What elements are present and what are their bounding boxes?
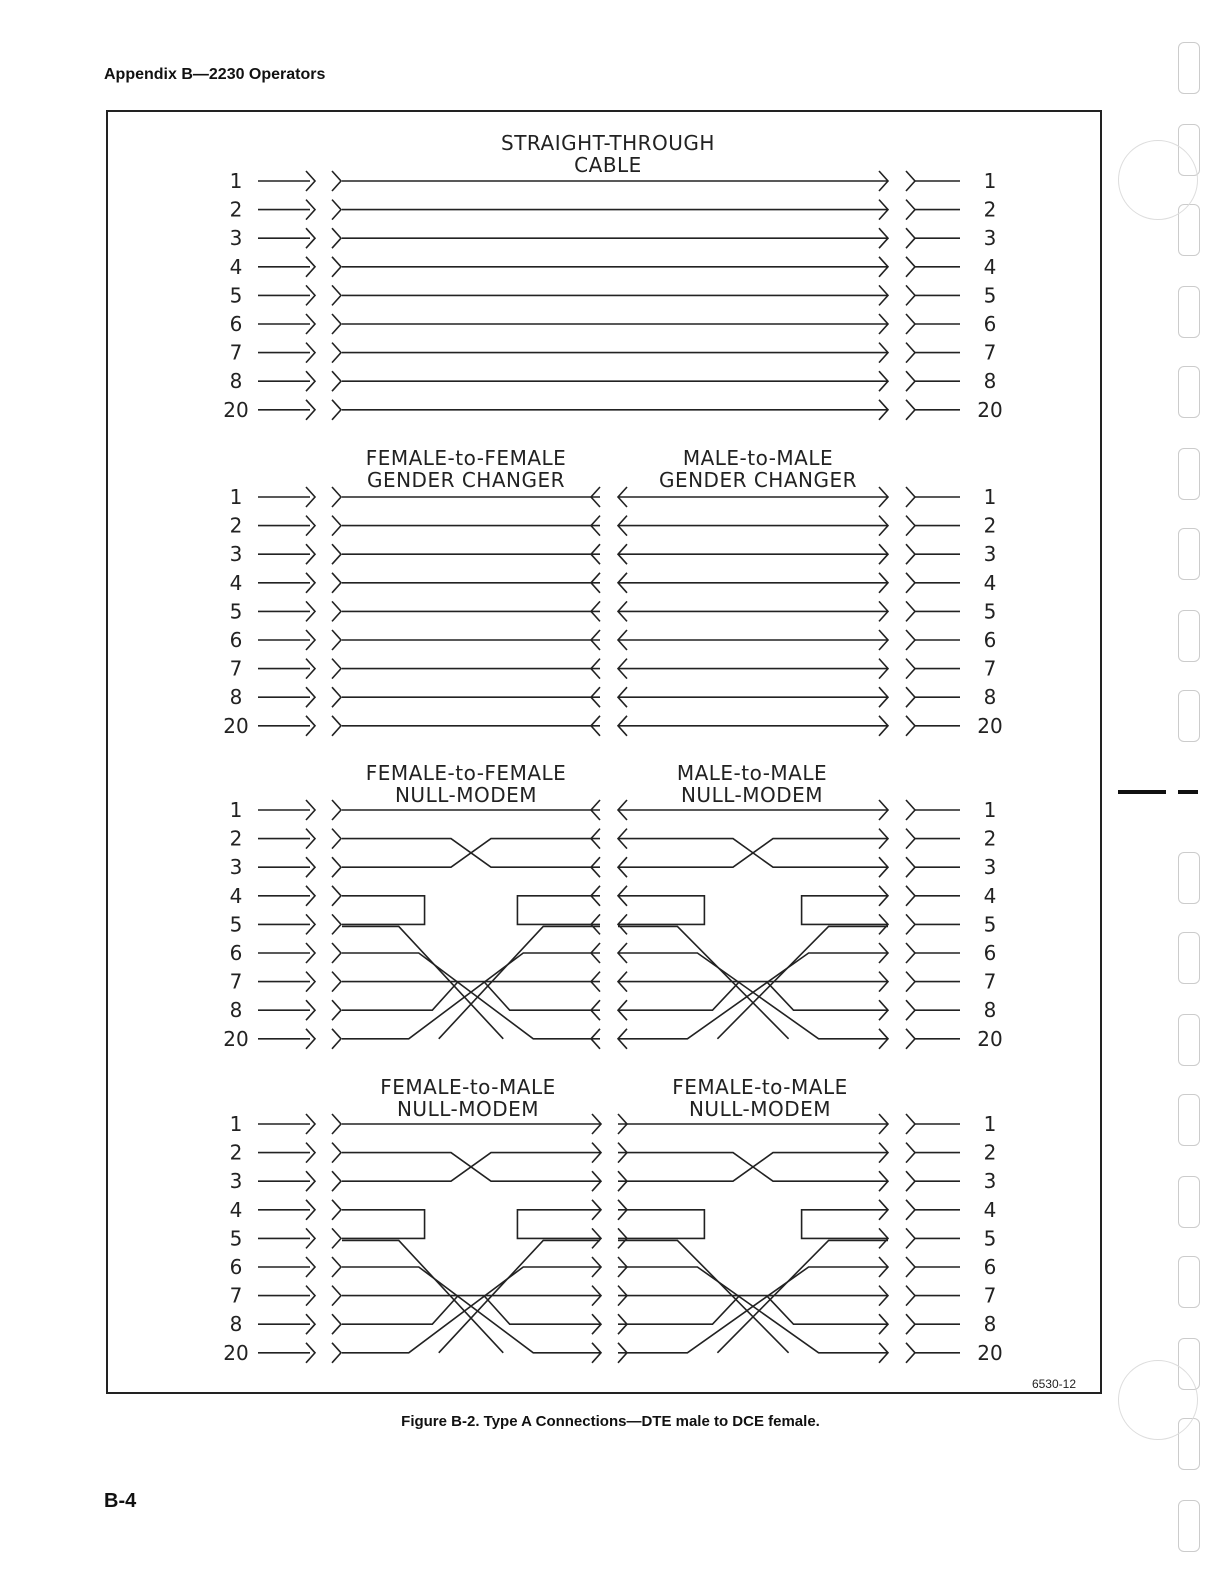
- pin-label-left: 1: [229, 798, 243, 822]
- null-wire-cross: [342, 926, 503, 1038]
- pin-labels-group: [223, 169, 1002, 1365]
- null-wire-cross: [439, 1240, 600, 1352]
- null-wire-cross: [342, 1267, 600, 1353]
- right-connector-chevron: [906, 228, 915, 248]
- left-connector-chevron: [332, 716, 341, 736]
- section-2-left-title-line-2: GENDER CHANGER: [366, 468, 566, 492]
- pin-label-left: 3: [229, 542, 243, 567]
- pin-label-right: 3: [983, 855, 997, 880]
- null-wire-cross: [439, 926, 600, 1038]
- pin-label-left: 6: [229, 312, 243, 336]
- pin-label-left: 6: [229, 628, 243, 652]
- pin-label-left: 1: [229, 485, 243, 509]
- null-wire-cross: [618, 1240, 789, 1352]
- right-connector-chevron: [906, 659, 915, 679]
- binder-mark: [1118, 790, 1166, 794]
- right-connector-chevron: [906, 371, 915, 391]
- left-connector-chevron: [332, 1200, 341, 1220]
- binder-tab: [1178, 1094, 1200, 1146]
- punch-hole: [1118, 140, 1198, 220]
- section-3-left-title-line-2: NULL-MODEM: [394, 783, 538, 807]
- right-connector-chevron: [906, 1000, 915, 1020]
- section-4-titles: [380, 1075, 847, 1121]
- pin-label-right: 8: [983, 369, 997, 394]
- left-connector-chevron: [332, 544, 341, 564]
- pin-label-left: 1: [229, 169, 243, 193]
- right-connector-chevron: [906, 400, 915, 420]
- pin-label-right: 4: [983, 883, 997, 908]
- left-connector-chevron: [332, 1143, 341, 1163]
- pin-label-left: 6: [229, 1255, 243, 1279]
- pin-label-left: 20: [223, 397, 249, 422]
- section-1-title: [501, 131, 715, 177]
- null-wire-cross: [484, 982, 600, 1011]
- pin-label-left: 7: [229, 340, 243, 365]
- left-connector-chevron: [332, 400, 341, 420]
- null-wire-loop: [618, 1210, 704, 1239]
- null-wire-cross: [342, 1153, 600, 1182]
- null-wire-cross: [618, 953, 888, 1039]
- left-connector-chevron: [332, 800, 341, 820]
- pin-label-right: 5: [983, 1226, 997, 1251]
- null-wire-cross: [342, 953, 600, 1039]
- binder-tab: [1178, 690, 1200, 742]
- pin-label-left: 3: [229, 1169, 243, 1194]
- binder-mark: [1178, 790, 1198, 794]
- left-connector-chevron: [332, 972, 341, 992]
- pin-label-left: 5: [229, 283, 243, 308]
- pin-label-left: 2: [229, 826, 243, 851]
- pin-label-right: 7: [983, 340, 997, 365]
- binder-tab: [1178, 42, 1200, 94]
- pin-label-left: 5: [229, 912, 243, 937]
- pin-label-right: 2: [983, 826, 997, 851]
- binder-tab: [1178, 286, 1200, 338]
- binder-tab: [1178, 448, 1200, 500]
- pin-label-right: 6: [983, 312, 997, 336]
- null-wire-cross: [767, 982, 889, 1011]
- pin-label-left: 6: [229, 941, 243, 965]
- pin-label-left: 20: [223, 1026, 249, 1051]
- pin-label-right: 1: [983, 485, 997, 509]
- left-connector-chevron: [332, 1114, 341, 1134]
- section-3-left-title-line-1: FEMALE-to-FEMALE: [365, 761, 567, 785]
- right-connector-chevron: [906, 1171, 915, 1191]
- right-connector-chevron: [906, 1286, 915, 1306]
- pin-label-left: 2: [229, 513, 243, 538]
- left-connector-chevron: [332, 914, 341, 934]
- null-wire-cross: [342, 1240, 503, 1352]
- section-4-right-title-line-1: FEMALE-to-MALE: [672, 1075, 848, 1099]
- right-connector-chevron: [906, 1257, 915, 1277]
- right-connector-chevron: [906, 857, 915, 877]
- pin-label-right: 20: [977, 713, 1003, 738]
- left-connector-chevron: [332, 687, 341, 707]
- figure-id: 6530-12: [1031, 1377, 1076, 1391]
- null-wire-cross: [342, 982, 458, 1011]
- null-wire-cross: [618, 1267, 888, 1353]
- pin-label-right: 3: [983, 542, 997, 567]
- null-wire-cross: [717, 1240, 888, 1352]
- pin-label-right: 2: [983, 1140, 997, 1165]
- pin-label-right: 8: [983, 998, 997, 1023]
- wiring-group: [258, 171, 960, 1363]
- left-connector-chevron: [332, 1171, 341, 1191]
- right-connector-chevron: [906, 972, 915, 992]
- pin-label-right: 5: [983, 599, 997, 624]
- punch-hole: [1118, 1360, 1198, 1440]
- left-connector-chevron: [332, 886, 341, 906]
- left-connector-chevron: [332, 171, 341, 191]
- pin-label-right: 5: [983, 283, 997, 308]
- pin-label-left: 4: [229, 254, 243, 279]
- section-1-title-line-1: STRAIGHT-THROUGH: [501, 131, 715, 155]
- pin-label-left: 8: [229, 685, 243, 710]
- pin-label-left: 1: [229, 1112, 243, 1136]
- null-wire-loop: [517, 1210, 600, 1239]
- right-connector-chevron: [906, 285, 915, 305]
- right-connector-chevron: [906, 601, 915, 621]
- right-connector-chevron: [906, 943, 915, 963]
- right-connector-chevron: [906, 1343, 915, 1363]
- left-connector-chevron: [332, 659, 341, 679]
- left-connector-chevron: [332, 257, 341, 277]
- left-connector-chevron: [332, 857, 341, 877]
- null-wire-cross: [618, 1267, 888, 1353]
- right-connector-chevron: [906, 1029, 915, 1049]
- null-wire-cross: [342, 1267, 600, 1353]
- pin-label-left: 8: [229, 369, 243, 394]
- null-wire-cross: [342, 839, 600, 868]
- null-wire-cross: [618, 953, 888, 1039]
- right-connector-chevron: [906, 886, 915, 906]
- pin-label-left: 3: [229, 226, 243, 251]
- pin-label-left: 2: [229, 1140, 243, 1165]
- left-connector-chevron: [332, 573, 341, 593]
- left-connector-chevron: [332, 487, 341, 507]
- left-connector-chevron: [332, 285, 341, 305]
- section-4-left-title-line-2: NULL-MODEM: [396, 1097, 540, 1121]
- pin-label-right: 7: [983, 1283, 997, 1308]
- binder-tab: [1178, 610, 1200, 662]
- pin-label-left: 3: [229, 855, 243, 880]
- left-connector-chevron: [332, 1228, 341, 1248]
- pin-label-right: 8: [983, 1312, 997, 1337]
- pin-label-right: 4: [983, 1197, 997, 1222]
- null-wire-cross: [342, 953, 600, 1039]
- section-2-titles: [366, 446, 857, 492]
- null-wire-cross: [767, 1296, 889, 1325]
- right-connector-chevron: [906, 914, 915, 934]
- pin-label-right: 20: [977, 397, 1003, 422]
- section-3-right-title-line-2: NULL-MODEM: [680, 783, 824, 807]
- left-connector-chevron: [332, 371, 341, 391]
- left-connector-chevron: [332, 1314, 341, 1334]
- left-connector-chevron: [332, 516, 341, 536]
- right-connector-chevron: [906, 314, 915, 334]
- pin-label-left: 7: [229, 969, 243, 994]
- left-connector-chevron: [332, 1029, 341, 1049]
- binder-tab: [1178, 1176, 1200, 1228]
- right-connector-chevron: [906, 516, 915, 536]
- left-connector-chevron: [332, 630, 341, 650]
- pin-label-right: 1: [983, 1112, 997, 1136]
- pin-label-right: 6: [983, 1255, 997, 1279]
- pin-label-left: 8: [229, 998, 243, 1023]
- right-connector-chevron: [906, 716, 915, 736]
- section-3-right-title-line-1: MALE-to-MALE: [676, 761, 828, 785]
- pin-label-left: 20: [223, 713, 249, 738]
- left-connector-chevron: [332, 943, 341, 963]
- page-number: B-4: [104, 1490, 137, 1512]
- null-wire-loop: [618, 896, 704, 925]
- null-wire-loop: [342, 896, 425, 925]
- left-connector-chevron: [332, 228, 341, 248]
- pin-label-left: 5: [229, 1226, 243, 1251]
- binder-tab: [1178, 852, 1200, 904]
- binder-tab: [1178, 1256, 1200, 1308]
- right-connector-chevron: [906, 800, 915, 820]
- null-wire-cross: [618, 1296, 740, 1325]
- null-wire-cross: [618, 926, 789, 1038]
- right-connector-chevron: [906, 1114, 915, 1134]
- null-wire-cross: [618, 1153, 888, 1182]
- left-connector-chevron: [332, 200, 341, 220]
- pin-label-right: 20: [977, 1340, 1003, 1365]
- binder-tab: [1178, 366, 1200, 418]
- right-connector-chevron: [906, 200, 915, 220]
- pin-label-right: 6: [983, 941, 997, 965]
- null-wire-loop: [802, 896, 888, 925]
- right-connector-chevron: [906, 171, 915, 191]
- pin-label-right: 7: [983, 656, 997, 681]
- pin-label-left: 4: [229, 1197, 243, 1222]
- pin-label-right: 3: [983, 226, 997, 251]
- section-4-right-title-line-2: NULL-MODEM: [688, 1097, 832, 1121]
- pin-label-left: 4: [229, 883, 243, 908]
- pin-label-right: 1: [983, 169, 997, 193]
- right-connector-chevron: [906, 630, 915, 650]
- null-wire-cross: [484, 1296, 600, 1325]
- null-wire-loop: [517, 896, 600, 925]
- pin-label-right: 8: [983, 685, 997, 710]
- pin-label-left: 8: [229, 1312, 243, 1337]
- binder-tab: [1178, 932, 1200, 984]
- pin-label-right: 20: [977, 1026, 1003, 1051]
- right-connector-chevron: [906, 1200, 915, 1220]
- right-connector-chevron: [906, 257, 915, 277]
- pin-label-left: 7: [229, 1283, 243, 1308]
- pin-label-right: 6: [983, 628, 997, 652]
- left-connector-chevron: [332, 343, 341, 363]
- pin-label-right: 2: [983, 197, 997, 222]
- right-connector-chevron: [906, 573, 915, 593]
- pin-label-right: 5: [983, 912, 997, 937]
- section-2-right-title-line-1: MALE-to-MALE: [682, 446, 834, 470]
- right-connector-chevron: [906, 1143, 915, 1163]
- right-connector-chevron: [906, 1314, 915, 1334]
- null-wire-loop: [342, 1210, 425, 1239]
- section-3-titles: [366, 761, 827, 807]
- right-connector-chevron: [906, 829, 915, 849]
- right-connector-chevron: [906, 343, 915, 363]
- left-connector-chevron: [332, 601, 341, 621]
- pin-label-left: 5: [229, 599, 243, 624]
- null-wire-cross: [618, 982, 740, 1011]
- section-2-right-title-line-2: GENDER CHANGER: [658, 468, 858, 492]
- null-wire-cross: [618, 839, 888, 868]
- right-connector-chevron: [906, 1228, 915, 1248]
- right-connector-chevron: [906, 487, 915, 507]
- null-wire-cross: [342, 1296, 458, 1325]
- binder-tab: [1178, 528, 1200, 580]
- pin-label-left: 2: [229, 197, 243, 222]
- left-connector-chevron: [332, 829, 341, 849]
- right-connector-chevron: [906, 544, 915, 564]
- left-connector-chevron: [332, 314, 341, 334]
- null-wire-loop: [802, 1210, 888, 1239]
- null-wire-cross: [717, 926, 888, 1038]
- section-2-left-title-line-1: FEMALE-to-FEMALE: [365, 446, 567, 470]
- pin-label-left: 20: [223, 1340, 249, 1365]
- left-connector-chevron: [332, 1000, 341, 1020]
- left-connector-chevron: [332, 1343, 341, 1363]
- pin-label-right: 4: [983, 570, 997, 595]
- page-header: Appendix B—2230 Operators: [104, 66, 326, 83]
- section-4-left-title-line-1: FEMALE-to-MALE: [380, 1075, 556, 1099]
- binder-tab: [1178, 1500, 1200, 1552]
- left-connector-chevron: [332, 1257, 341, 1277]
- pin-label-right: 2: [983, 513, 997, 538]
- figure-caption: Figure B-2. Type A Connections—DTE male to DCE female.: [401, 1413, 820, 1430]
- right-connector-chevron: [906, 687, 915, 707]
- section-1-title-line-2: CABLE: [574, 153, 642, 177]
- pin-label-right: 4: [983, 254, 997, 279]
- pin-label-left: 4: [229, 570, 243, 595]
- left-connector-chevron: [332, 1286, 341, 1306]
- pin-label-left: 7: [229, 656, 243, 681]
- pin-label-right: 7: [983, 969, 997, 994]
- pin-label-right: 3: [983, 1169, 997, 1194]
- pin-label-right: 1: [983, 798, 997, 822]
- binder-tab: [1178, 1014, 1200, 1066]
